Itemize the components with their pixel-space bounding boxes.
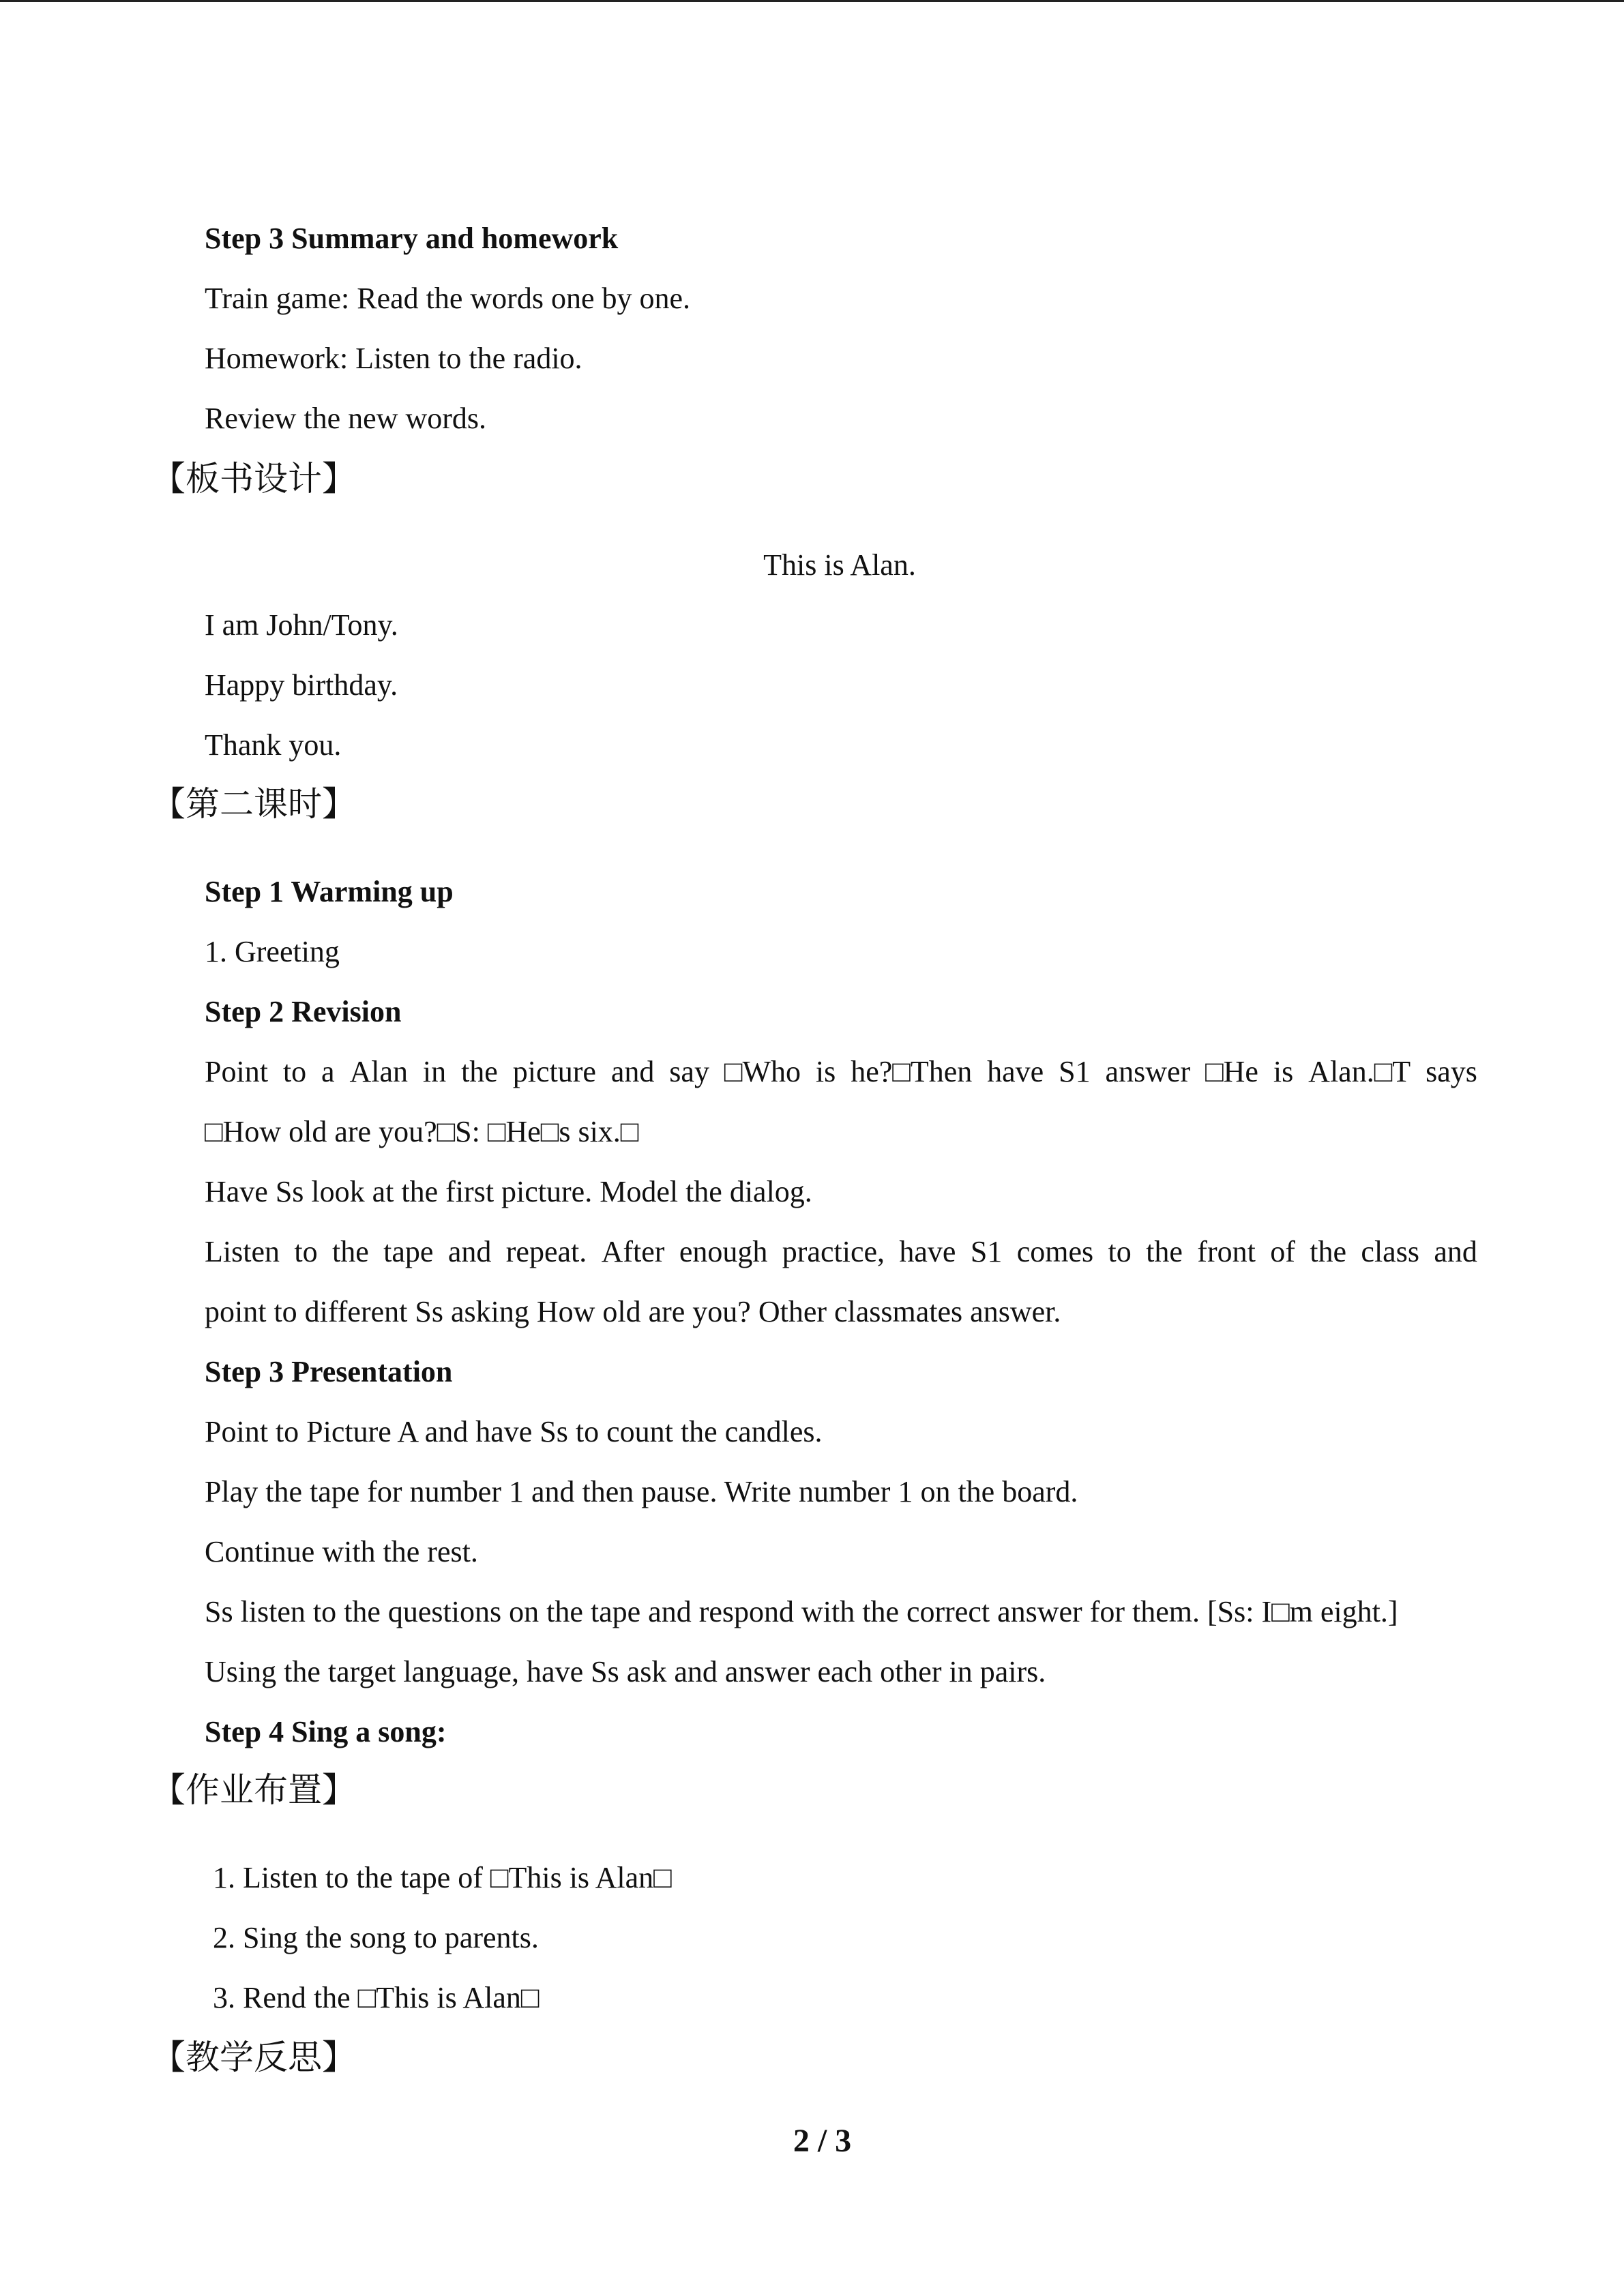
word: S1 (1059, 1055, 1091, 1088)
word: After (601, 1235, 665, 1268)
word: the (332, 1235, 369, 1268)
word: Alan.□T (1308, 1055, 1411, 1088)
summary-line-train-game: Train game: Read the words one by one. (205, 282, 691, 315)
word: is (1273, 1055, 1294, 1088)
step2-heading: Step 2 Revision (205, 995, 402, 1028)
word: the (1310, 1235, 1347, 1268)
page-number: 2 / 3 (793, 2123, 852, 2159)
step1-heading: Step 1 Warming up (205, 875, 454, 908)
word: have (987, 1055, 1044, 1088)
word: and (447, 1235, 492, 1268)
board-line-thank-you: Thank you. (205, 728, 342, 762)
word: of (1270, 1235, 1295, 1268)
word: Alan (349, 1055, 408, 1088)
word: enough (679, 1235, 768, 1268)
word: □Who (724, 1055, 801, 1088)
board-design-title: 【板书设计】 (151, 459, 356, 498)
word: repeat. (505, 1235, 587, 1268)
second-lesson-title: 【第二课时】 (151, 784, 356, 824)
step4-heading: Step 4 Sing a song: (205, 1715, 447, 1748)
homework-item-2: 2. Sing the song to parents. (213, 1921, 539, 1954)
word: say (669, 1055, 709, 1088)
word: he?□Then (851, 1055, 973, 1088)
word: Listen (205, 1235, 280, 1268)
word: to (282, 1055, 307, 1088)
word: to (1108, 1235, 1132, 1268)
summary-line-homework: Homework: Listen to the radio. (205, 342, 582, 375)
step3-presentation-heading: Step 3 Presentation (205, 1355, 453, 1388)
step2-paragraph1-line2: □How old are you?□S: □He□s six.□ (205, 1115, 639, 1148)
board-line-i-am: I am John/Tony. (205, 608, 398, 642)
step3-line-ss-listen: Ss listen to the questions on the tape and respond with the correct answer for them. [Ss: I□m eight.] (205, 1595, 1398, 1628)
word: a (321, 1055, 335, 1088)
homework-item-3: 3. Rend the □This is Alan□ (213, 1981, 540, 2014)
word: comes (1016, 1235, 1094, 1268)
word: S1 (970, 1235, 1003, 1268)
step2-paragraph1-line1 (205, 1052, 1477, 1092)
homework-item-1: 1. Listen to the tape of □This is Alan□ (213, 1861, 672, 1894)
step1-line-greeting: 1. Greeting (205, 935, 340, 968)
word: tape (383, 1235, 434, 1268)
word: the (461, 1055, 498, 1088)
word: picture (512, 1055, 596, 1088)
step2-line-model-dialog: Have Ss look at the first picture. Model the dialog. (205, 1175, 812, 1208)
word: front (1197, 1235, 1256, 1268)
word: and (1434, 1235, 1477, 1268)
word: have (899, 1235, 956, 1268)
word: in (422, 1055, 447, 1088)
board-line-happy-birthday: Happy birthday. (205, 668, 398, 702)
word: the (1146, 1235, 1183, 1268)
reflection-title: 【教学反思】 (151, 2038, 356, 2077)
board-design-center-line: This is Alan. (763, 548, 916, 582)
step3-line-continue: Continue with the rest. (205, 1535, 478, 1568)
step2-paragraph3-line2: point to different Ss asking How old are you? Other classmates answer. (205, 1295, 1061, 1328)
step3-summary-heading: Step 3 Summary and homework (205, 222, 619, 255)
step3-line-play-tape: Play the tape for number 1 and then pause. Write number 1 on the board. (205, 1475, 1078, 1508)
step3-line-target-language: Using the target language, have Ss ask and answer each other in pairs. (205, 1655, 1046, 1688)
word: says (1426, 1055, 1477, 1088)
word: class (1361, 1235, 1419, 1268)
word: Point (205, 1055, 268, 1088)
word: and (610, 1055, 655, 1088)
word: is (815, 1055, 836, 1088)
word: practice, (782, 1235, 885, 1268)
word: □He (1205, 1055, 1258, 1088)
word: answer (1105, 1055, 1191, 1088)
step3-line-count-candles: Point to Picture A and have Ss to count the candles. (205, 1415, 823, 1448)
homework-title: 【作业布置】 (151, 1770, 356, 1810)
step2-paragraph3-line1 (205, 1232, 1477, 1272)
summary-line-review: Review the new words. (205, 402, 487, 435)
word: to (294, 1235, 318, 1268)
